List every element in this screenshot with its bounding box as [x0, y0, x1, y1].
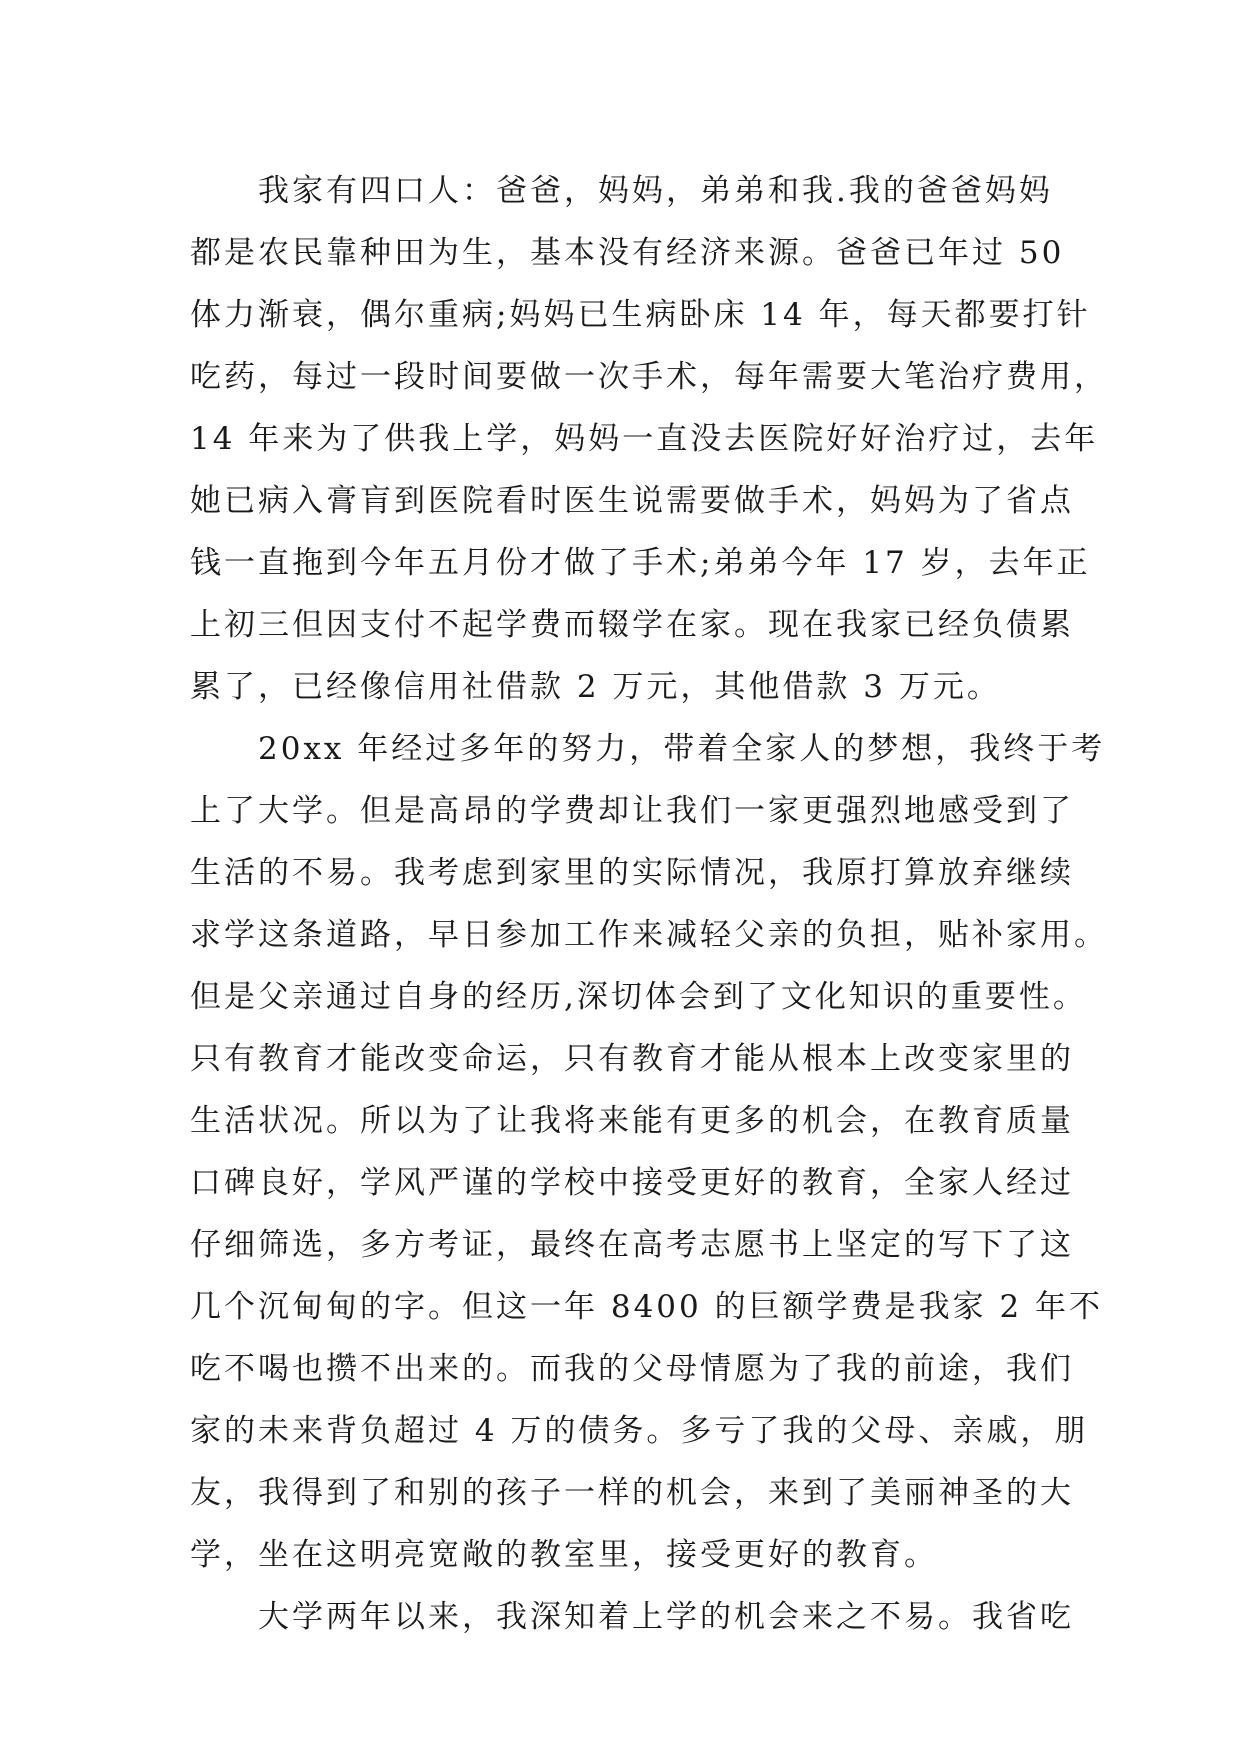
text-line: 上了大学。但是高昂的学费却让我们一家更强烈地感受到了	[190, 793, 1074, 829]
text-line: 上初三但因支付不起学费而辍学在家。现在我家已经负债累	[190, 607, 1074, 643]
paragraph-university-admission	[190, 718, 1108, 1586]
text-line: 只有教育才能改变命运，只有教育才能从根本上改变家里的	[190, 1041, 1074, 1077]
document-body	[190, 160, 1108, 1648]
text-line: 20xx 年经过多年的努力，带着全家人的梦想，我终于考	[258, 731, 1106, 767]
text-line: 几个沉甸甸的字。但这一年 8400 的巨额学费是我家 2 年不	[190, 1289, 1104, 1325]
text-line: 我家有四口人：爸爸，妈妈，弟弟和我.我的爸爸妈妈	[258, 173, 1053, 209]
text-line: 仔细筛选，多方考证，最终在高考志愿书上坚定的写下了这	[190, 1227, 1074, 1263]
text-line: 吃药，每过一段时间要做一次手术，每年需要大笔治疗费用，	[190, 359, 1108, 395]
paragraph-university-years	[190, 1586, 1074, 1648]
text-line: 生活状况。所以为了让我将来能有更多的机会，在教育质量	[190, 1103, 1074, 1139]
text-line: 家的未来背负超过 4 万的债务。多亏了我的父母、亲戚，朋	[190, 1413, 1089, 1449]
text-line: 她已病入膏肓到医院看时医生说需要做手术，妈妈为了省点	[190, 483, 1074, 519]
text-line: 学，坐在这明亮宽敞的教室里，接受更好的教育。	[190, 1537, 938, 1573]
text-line: 体力渐衰，偶尔重病;妈妈已生病卧床 14 年，每天都要打针	[190, 297, 1091, 333]
text-line: 友，我得到了和别的孩子一样的机会，来到了美丽神圣的大	[190, 1475, 1074, 1511]
text-line: 求学这条道路，早日参加工作来减轻父亲的负担，贴补家用。	[190, 917, 1108, 953]
paragraph-family-situation	[190, 160, 1108, 718]
text-line: 14 年来为了供我上学，妈妈一直没去医院好好治疗过，去年	[190, 421, 1099, 457]
text-line: 生活的不易。我考虑到家里的实际情况，我原打算放弃继续	[190, 855, 1074, 891]
text-line: 吃不喝也攒不出来的。而我的父母情愿为了我的前途，我们	[190, 1351, 1074, 1387]
text-line: 钱一直拖到今年五月份才做了手术;弟弟今年 17 岁，去年正	[190, 545, 1091, 581]
text-line: 口碑良好，学风严谨的学校中接受更好的教育，全家人经过	[190, 1165, 1074, 1201]
text-line: 大学两年以来，我深知着上学的机会来之不易。我省吃	[258, 1599, 1074, 1635]
text-line: 但是父亲通过自身的经历,深切体会到了文化知识的重要性。	[190, 979, 1087, 1015]
text-line: 都是农民靠种田为生，基本没有经济来源。爸爸已年过 50	[190, 235, 1065, 271]
text-line: 累了，已经像信用社借款 2 万元，其他借款 3 万元。	[190, 669, 1001, 705]
